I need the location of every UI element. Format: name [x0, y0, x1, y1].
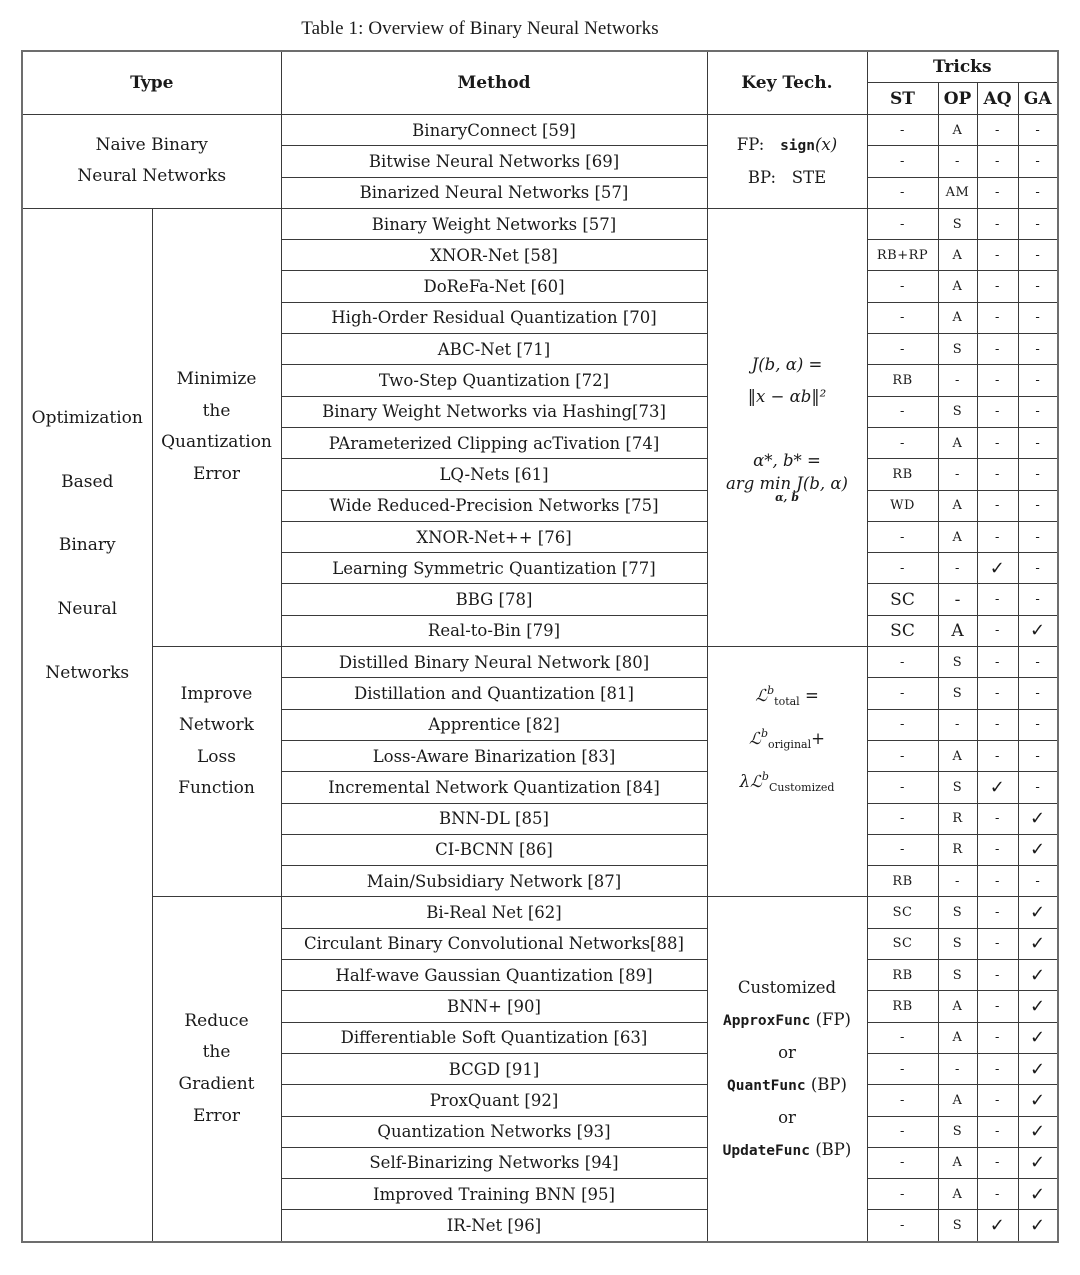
trick-op-cell: A [938, 302, 977, 333]
checkmark-icon: ✓ [989, 1215, 1006, 1237]
keytech-fp: FP: sign(x) [736, 134, 838, 154]
trick-aq-cell: - [977, 521, 1018, 552]
trick-st-cell: SC [867, 615, 938, 646]
trick-aq-cell: - [977, 834, 1018, 865]
trick-op-cell: A [938, 115, 977, 146]
trick-st-cell: RB [867, 365, 938, 396]
trick-aq-cell: - [977, 396, 1018, 427]
trick-ga-cell: - [1018, 271, 1058, 302]
trick-ga-cell: - [1018, 208, 1058, 239]
trick-ga-cell [1018, 1210, 1058, 1242]
trick-op-cell: - [938, 459, 977, 490]
trick-st-cell: RB+RP [867, 240, 938, 271]
method-cell: Differentiable Soft Quantization [63] [281, 1022, 707, 1053]
trick-op-cell: R [938, 834, 977, 865]
trick-ga-cell: - [1018, 427, 1058, 458]
subtype-reduce-gradient-error: Reduce the Gradient Error [152, 897, 281, 1242]
trick-st-cell: - [867, 1147, 938, 1178]
trick-st-cell: - [867, 1053, 938, 1084]
trick-aq-cell: - [977, 928, 1018, 959]
trick-st-cell: SC [867, 928, 938, 959]
method-cell: Self-Binarizing Networks [94] [281, 1147, 707, 1178]
trick-op-cell: - [938, 553, 977, 584]
trick-aq-cell: - [977, 208, 1018, 239]
checkmark-icon: ✓ [1029, 839, 1046, 861]
method-cell: BNN-DL [85] [281, 803, 707, 834]
type-opt-line3: Binary [58, 535, 116, 556]
method-cell: DoReFa-Net [60] [281, 271, 707, 302]
trick-st-cell: RB [867, 991, 938, 1022]
method-cell: BinaryConnect [59] [281, 115, 707, 146]
type-opt-line4: Neural [57, 599, 118, 620]
keytech-loss-formula: ℒ$^b_{total}$ = ℒ$^b_{original}$+ λℒ$^b_{Customized}$ [707, 647, 867, 897]
method-cell: Quantization Networks [93] [281, 1116, 707, 1147]
trick-aq-cell: - [977, 427, 1018, 458]
trick-op-cell: - [938, 866, 977, 897]
trick-aq-cell: - [977, 709, 1018, 740]
trick-op-cell: - [938, 146, 977, 177]
trick-ga-cell [1018, 1022, 1058, 1053]
trick-aq-cell: - [977, 1147, 1018, 1178]
trick-st-cell: RB [867, 459, 938, 490]
trick-op-cell: S [938, 897, 977, 928]
trick-ga-cell: - [1018, 866, 1058, 897]
trick-st-cell: - [867, 521, 938, 552]
trick-aq-cell: - [977, 177, 1018, 208]
method-cell: Incremental Network Quantization [84] [281, 772, 707, 803]
method-cell: Binary Weight Networks via Hashing[73] [281, 396, 707, 427]
trick-aq-cell: - [977, 1116, 1018, 1147]
trick-aq-cell: - [977, 897, 1018, 928]
method-cell: Distilled Binary Neural Network [80] [281, 647, 707, 678]
method-cell: IR-Net [96] [281, 1210, 707, 1242]
method-cell: BCGD [91] [281, 1053, 707, 1084]
trick-st-cell: - [867, 834, 938, 865]
trick-st-cell: - [867, 709, 938, 740]
trick-aq-cell: - [977, 803, 1018, 834]
trick-op-cell: A [938, 490, 977, 521]
trick-ga-cell: - [1018, 647, 1058, 678]
header-type: Type [22, 51, 281, 115]
trick-op-cell: S [938, 647, 977, 678]
keytech-minimize-formula: J(b, α) = ‖x − αb‖² α*, b* = arg min J(b, α) α, b [707, 208, 867, 646]
trick-op-cell: A [938, 240, 977, 271]
trick-op-cell: S [938, 1210, 977, 1242]
trick-st-cell: - [867, 1085, 938, 1116]
checkmark-icon: ✓ [1029, 1152, 1046, 1174]
trick-ga-cell [1018, 834, 1058, 865]
method-cell: Bi-Real Net [62] [281, 897, 707, 928]
trick-ga-cell: - [1018, 772, 1058, 803]
trick-ga-cell: - [1018, 240, 1058, 271]
trick-st-cell: - [867, 271, 938, 302]
type-opt-line5: Networks [45, 662, 130, 683]
trick-st-cell: WD [867, 490, 938, 521]
table-caption: Table 1: Overview of Binary Neural Networks [301, 18, 659, 39]
trick-ga-cell [1018, 960, 1058, 991]
trick-ga-cell: - [1018, 334, 1058, 365]
trick-aq-cell: - [977, 1022, 1018, 1053]
method-cell: Wide Reduced-Precision Networks [75] [281, 490, 707, 521]
checkmark-icon: ✓ [1029, 995, 1046, 1017]
trick-op-cell: - [938, 709, 977, 740]
method-cell: Loss-Aware Binarization [83] [281, 740, 707, 771]
checkmark-icon: ✓ [1029, 620, 1046, 642]
table-row [22, 647, 1058, 678]
trick-aq-cell: - [977, 615, 1018, 646]
keytech-gradient-funcs: Customized ApproxFunc (FP) or QuantFunc (BP) or UpdateFunc (BP) [707, 897, 867, 1242]
trick-ga-cell: - [1018, 740, 1058, 771]
type-naive-bnn [22, 115, 281, 209]
method-cell: XNOR-Net [58] [281, 240, 707, 271]
trick-aq-cell: - [977, 271, 1018, 302]
trick-ga-cell [1018, 803, 1058, 834]
trick-op-cell: A [938, 521, 977, 552]
trick-ga-cell [1018, 615, 1058, 646]
checkmark-icon: ✓ [1029, 1183, 1046, 1205]
subtype-minimize-quantization-error: Minimize the Quantization Error [152, 208, 281, 646]
trick-st-cell: - [867, 177, 938, 208]
trick-aq-cell: - [977, 1053, 1018, 1084]
trick-ga-cell [1018, 1116, 1058, 1147]
trick-aq-cell: - [977, 991, 1018, 1022]
checkmark-icon: ✓ [1029, 964, 1046, 986]
type-opt-line1: Optimization [31, 408, 143, 429]
trick-ga-cell [1018, 1085, 1058, 1116]
trick-aq-cell: - [977, 960, 1018, 991]
trick-st-cell: - [867, 772, 938, 803]
trick-st-cell: SC [867, 584, 938, 615]
checkmark-icon: ✓ [1029, 1027, 1046, 1049]
trick-ga-cell: - [1018, 365, 1058, 396]
trick-st-cell: - [867, 678, 938, 709]
trick-aq-cell: - [977, 1085, 1018, 1116]
header-method: Method [281, 51, 707, 115]
method-cell: Binary Weight Networks [57] [281, 208, 707, 239]
trick-aq-cell: - [977, 459, 1018, 490]
trick-aq-cell: - [977, 584, 1018, 615]
keytech-naive [707, 115, 867, 209]
trick-st-cell: - [867, 1116, 938, 1147]
method-cell: PArameterized Clipping acTivation [74] [281, 427, 707, 458]
trick-aq-cell: - [977, 866, 1018, 897]
method-cell: Learning Symmetric Quantization [77] [281, 553, 707, 584]
trick-st-cell: - [867, 553, 938, 584]
trick-ga-cell [1018, 1147, 1058, 1178]
trick-st-cell: - [867, 1210, 938, 1242]
trick-ga-cell [1018, 928, 1058, 959]
trick-ga-cell: - [1018, 709, 1058, 740]
checkmark-icon: ✓ [989, 557, 1006, 579]
trick-ga-cell: - [1018, 146, 1058, 177]
trick-ga-cell: - [1018, 521, 1058, 552]
trick-op-cell: A [938, 740, 977, 771]
trick-aq-cell [977, 772, 1018, 803]
trick-ga-cell: - [1018, 177, 1058, 208]
table-row [22, 208, 1058, 239]
trick-st-cell: - [867, 146, 938, 177]
trick-aq-cell: - [977, 334, 1018, 365]
checkmark-icon: ✓ [1029, 1215, 1046, 1237]
method-cell: Real-to-Bin [79] [281, 615, 707, 646]
checkmark-icon: ✓ [989, 776, 1006, 798]
trick-st-cell: - [867, 334, 938, 365]
checkmark-icon: ✓ [1029, 1121, 1046, 1143]
method-cell: Two-Step Quantization [72] [281, 365, 707, 396]
trick-op-cell: A [938, 1179, 977, 1210]
trick-op-cell: A [938, 1147, 977, 1178]
trick-aq-cell: - [977, 302, 1018, 333]
trick-st-cell: RB [867, 960, 938, 991]
trick-op-cell: S [938, 928, 977, 959]
trick-ga-cell: - [1018, 584, 1058, 615]
checkmark-icon: ✓ [1029, 1058, 1046, 1080]
trick-ga-cell: - [1018, 115, 1058, 146]
header-tricks: Tricks [867, 51, 1058, 83]
trick-op-cell: - [938, 365, 977, 396]
trick-st-cell: - [867, 1179, 938, 1210]
checkmark-icon: ✓ [1029, 808, 1046, 830]
checkmark-icon: ✓ [1029, 902, 1046, 924]
method-cell: Circulant Binary Convolutional Networks[88] [281, 928, 707, 959]
table-body [22, 115, 1058, 1242]
method-cell: Distillation and Quantization [81] [281, 678, 707, 709]
trick-aq-cell: - [977, 146, 1018, 177]
method-cell: Apprentice [82] [281, 709, 707, 740]
method-cell: Improved Training BNN [95] [281, 1179, 707, 1210]
trick-op-cell: S [938, 1116, 977, 1147]
type-opt-line2: Based [61, 471, 114, 492]
method-cell: BBG [78] [281, 584, 707, 615]
trick-ga-cell [1018, 897, 1058, 928]
trick-ga-cell: - [1018, 459, 1058, 490]
header-key-tech: Key Tech. [707, 51, 867, 115]
trick-op-cell: A [938, 991, 977, 1022]
trick-aq-cell [977, 553, 1018, 584]
trick-op-cell: A [938, 615, 977, 646]
trick-aq-cell: - [977, 365, 1018, 396]
trick-st-cell: - [867, 396, 938, 427]
trick-ga-cell [1018, 1179, 1058, 1210]
trick-op-cell: R [938, 803, 977, 834]
subtype-improve-loss-function: Improve Network Loss Function [152, 647, 281, 897]
method-cell: CI-BCNN [86] [281, 834, 707, 865]
trick-op-cell: S [938, 678, 977, 709]
trick-op-cell: S [938, 772, 977, 803]
trick-op-cell: - [938, 1053, 977, 1084]
trick-op-cell: A [938, 271, 977, 302]
trick-op-cell: A [938, 427, 977, 458]
trick-st-cell: - [867, 803, 938, 834]
trick-ga-cell [1018, 991, 1058, 1022]
keytech-bp: BP: STE [747, 167, 827, 187]
table-row [22, 897, 1058, 928]
trick-op-cell: AM [938, 177, 977, 208]
header-st: ST [867, 83, 938, 115]
type-optimization-based-bnn [22, 208, 152, 1241]
trick-aq-cell [977, 1210, 1018, 1242]
trick-aq-cell: - [977, 740, 1018, 771]
trick-aq-cell: - [977, 678, 1018, 709]
method-cell: Binarized Neural Networks [57] [281, 177, 707, 208]
bnn-overview-table [21, 50, 1059, 1243]
trick-aq-cell: - [977, 490, 1018, 521]
trick-st-cell: - [867, 115, 938, 146]
method-cell: Main/Subsidiary Network [87] [281, 866, 707, 897]
trick-ga-cell: - [1018, 490, 1058, 521]
method-cell: High-Order Residual Quantization [70] [281, 302, 707, 333]
type-naive-line2: Neural Networks [77, 166, 227, 187]
trick-ga-cell: - [1018, 302, 1058, 333]
trick-ga-cell: - [1018, 678, 1058, 709]
trick-op-cell: S [938, 334, 977, 365]
checkmark-icon: ✓ [1029, 1089, 1046, 1111]
trick-ga-cell: - [1018, 396, 1058, 427]
trick-st-cell: - [867, 647, 938, 678]
method-cell: LQ-Nets [61] [281, 459, 707, 490]
method-cell: BNN+ [90] [281, 991, 707, 1022]
trick-st-cell: - [867, 208, 938, 239]
trick-st-cell: - [867, 427, 938, 458]
header-aq: AQ [977, 83, 1018, 115]
trick-st-cell: SC [867, 897, 938, 928]
trick-op-cell: A [938, 1085, 977, 1116]
header-ga: GA [1018, 83, 1058, 115]
trick-aq-cell: - [977, 1179, 1018, 1210]
trick-op-cell: A [938, 1022, 977, 1053]
method-cell: Bitwise Neural Networks [69] [281, 146, 707, 177]
trick-op-cell: S [938, 208, 977, 239]
type-naive-line1: Naive Binary [95, 134, 208, 155]
trick-aq-cell: - [977, 240, 1018, 271]
trick-aq-cell: - [977, 647, 1018, 678]
header-op: OP [938, 83, 977, 115]
trick-op-cell: S [938, 396, 977, 427]
table-row [22, 115, 1058, 146]
trick-ga-cell [1018, 1053, 1058, 1084]
trick-op-cell: - [938, 584, 977, 615]
trick-st-cell: - [867, 740, 938, 771]
trick-st-cell: - [867, 1022, 938, 1053]
method-cell: Half-wave Gaussian Quantization [89] [281, 960, 707, 991]
trick-op-cell: S [938, 960, 977, 991]
trick-st-cell: - [867, 302, 938, 333]
method-cell: ProxQuant [92] [281, 1085, 707, 1116]
checkmark-icon: ✓ [1029, 933, 1046, 955]
method-cell: XNOR-Net++ [76] [281, 521, 707, 552]
trick-st-cell: RB [867, 866, 938, 897]
method-cell: ABC-Net [71] [281, 334, 707, 365]
trick-aq-cell: - [977, 115, 1018, 146]
trick-ga-cell: - [1018, 553, 1058, 584]
